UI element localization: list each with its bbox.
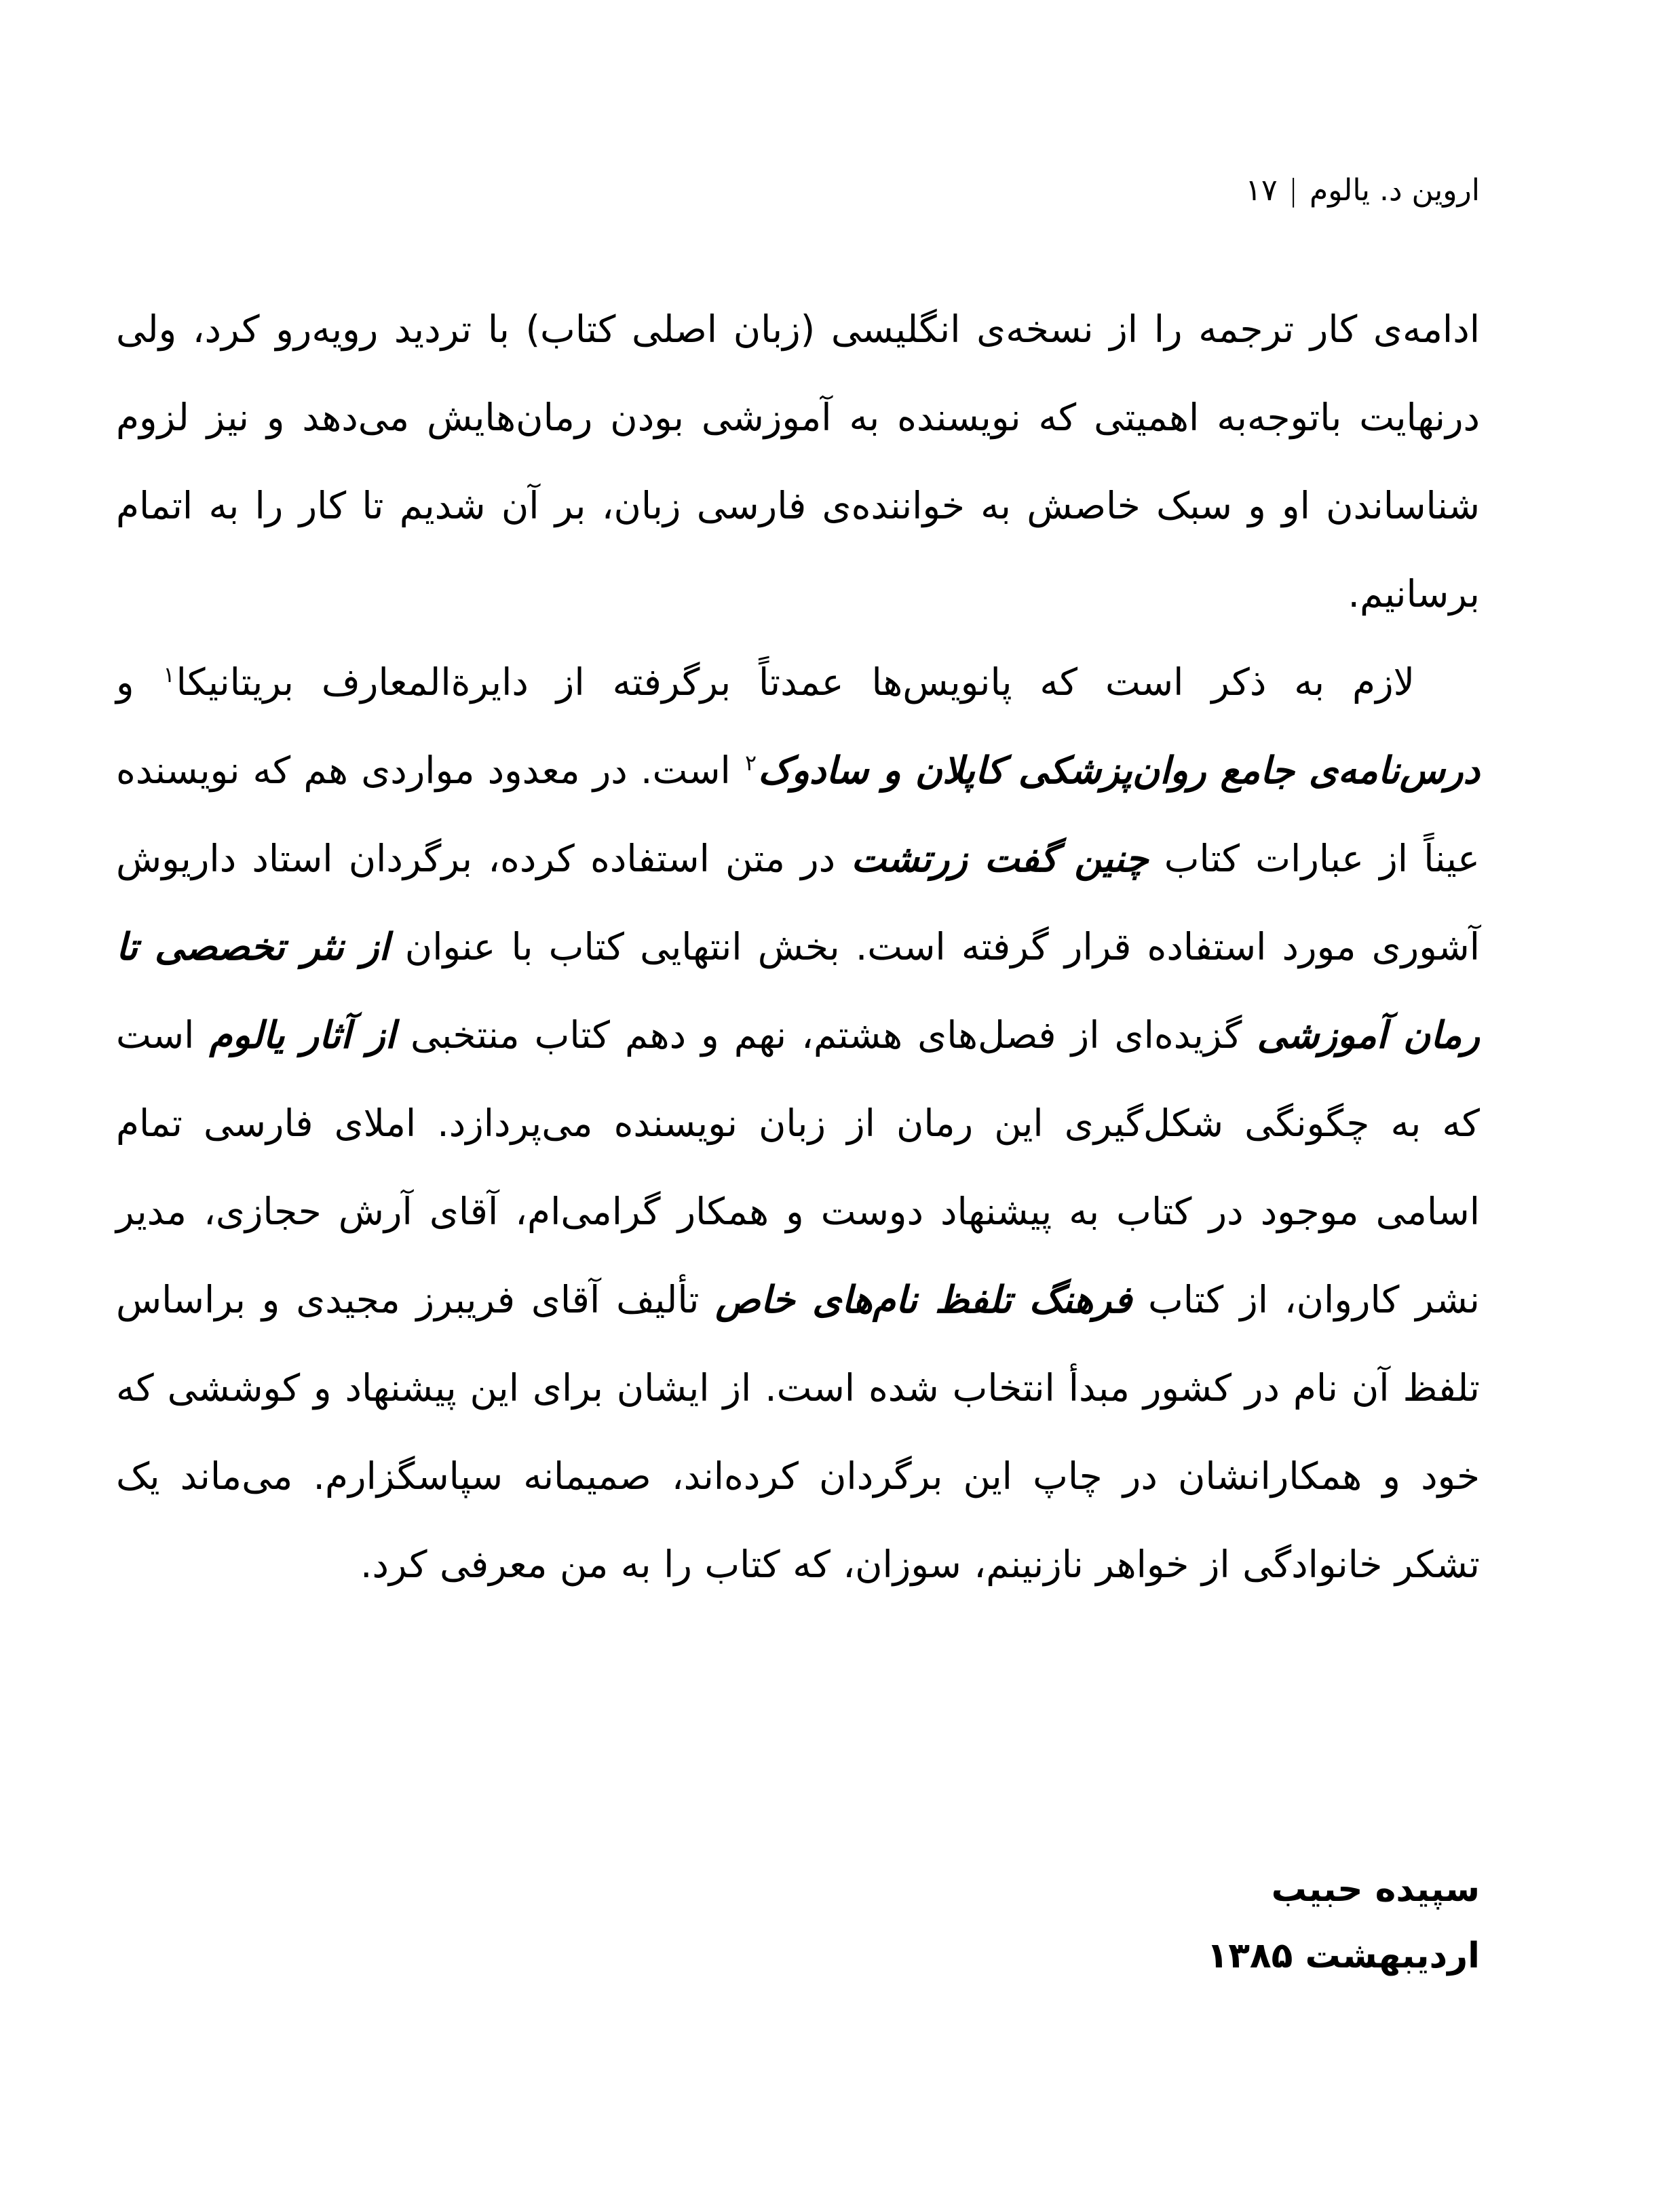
- text-run: تألیف آقای فریبرز مجیدی و براساس تلفظ آن نام در کشور مبدأ انتخاب شده است. از ایشان برای این پیشنهاد و کوششی که خود و همکارانشان در چاپ این برگردان کرده‌اند، صمیمانه سپاسگزارم. می‌ماند یک تشکر خانوادگی از خواهر نازنینم، سوزان، که کتاب را به من معرفی کرد.: [116, 1278, 1480, 1586]
- paragraph: [116, 638, 1480, 1608]
- running-head-author: اروین د. یالوم: [1309, 173, 1480, 208]
- text-run: است. در معدود مواردی هم که نویسنده عیناً از عبارات کتاب: [116, 749, 1480, 880]
- book-title-italic: از آثار یالوم: [209, 1013, 396, 1057]
- text-run: و: [116, 660, 162, 704]
- text-run: ادامه‌ی کار ترجمه را از نسخه‌ی انگلیسی (زبان اصلی کتاب) با تردید رویه‌رو کرد، ولی درنهایت باتوجه‌به اهمیتی که نویسنده به آموزشی بودن رمان‌هایش می‌دهد و نیز لزوم شناساندن او و سبک خاصش به خواننده‌ی فارسی زبان، بر آن شدیم تا کار را به اتمام برسانیم.: [116, 307, 1480, 616]
- book-title-italic: فرهنگ تلفظ نام‌های خاص: [715, 1278, 1132, 1321]
- signature-name: سپیده حبیب: [1271, 1869, 1480, 1910]
- page-number: ۱۷: [1245, 173, 1278, 208]
- running-head-separator: |: [1288, 173, 1299, 208]
- footnote-marker: ۲: [745, 749, 757, 776]
- signature-date: اردیبهشت ۱۳۸۵: [1206, 1936, 1480, 1976]
- book-title-italic: درس‌نامه‌ی جامع روان‌پزشکی کاپلان و سادوک: [758, 749, 1480, 792]
- running-head: [200, 166, 1480, 215]
- text-run: است که به چگونگی شکل‌گیری این رمان از زبان نویسنده می‌پردازد. املای فارسی تمام اسامی موجود در کتاب به پیشنهاد دوست و همکار گرامی‌ام، آقای آرش حجازی، مدیر نشر کاروان، از کتاب: [116, 1013, 1480, 1321]
- footnote-marker: ۱: [163, 661, 175, 687]
- text-run: در متن استفاده کرده، برگردان استاد داریوش آشوری مورد استفاده قرار گرفته است. بخش انتهایی کتاب با عنوان: [116, 837, 1480, 968]
- text-run: گزیده‌ای از فصل‌های هشتم، نهم و دهم کتاب منتخبی: [395, 1013, 1257, 1057]
- body-text-block: [116, 285, 1480, 1608]
- signature-block: [1206, 1856, 1480, 1989]
- book-title-italic: از نثر تخصصی تا رمان آموزشی: [116, 925, 1480, 1057]
- running-head-inner: [1245, 166, 1480, 215]
- book-title-italic: چنین گفت زرتشت: [851, 837, 1149, 880]
- paragraph: [116, 285, 1480, 638]
- text-run: لازم به ذکر است که پانویس‌ها عمدتاً برگرفته از دایرةالمعارف بریتانیکا: [176, 660, 1415, 704]
